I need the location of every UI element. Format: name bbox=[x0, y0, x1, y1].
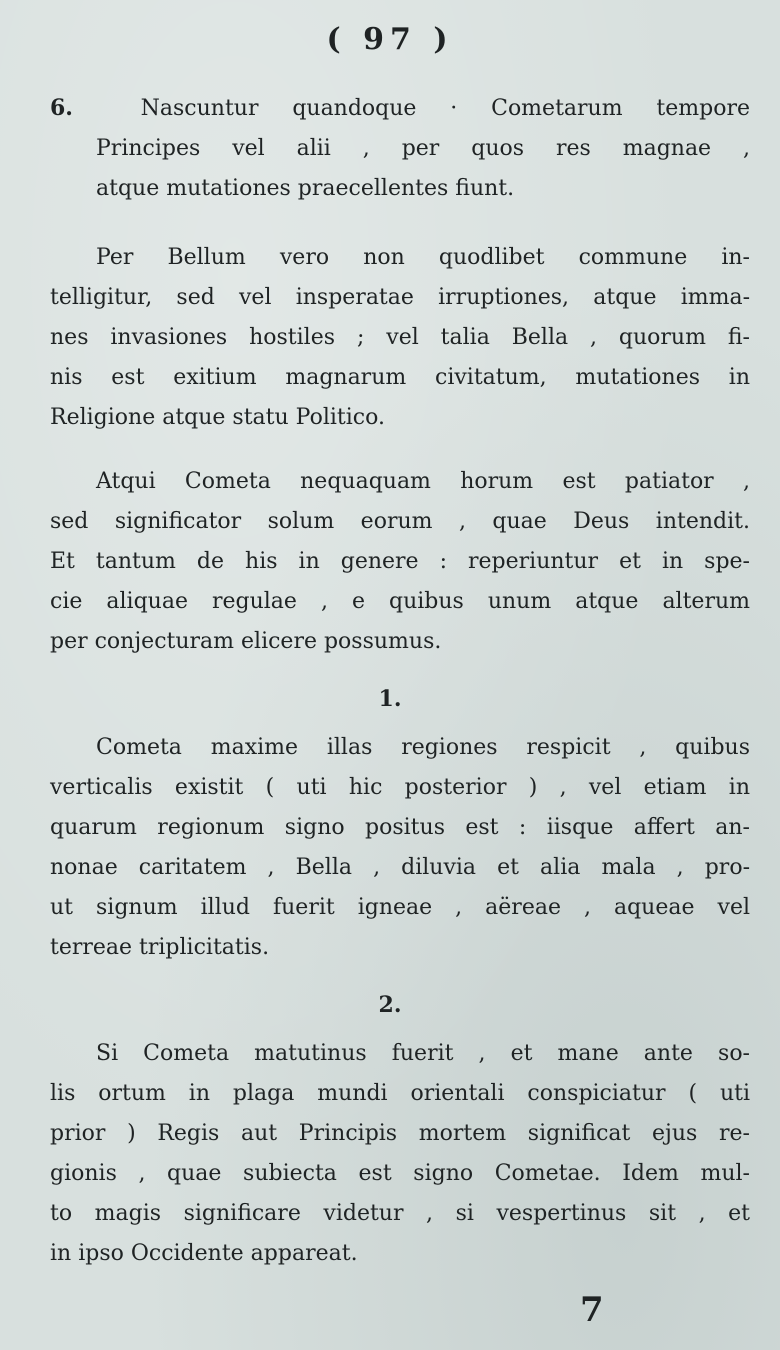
item-6-line-3: atque mutationes praecellentes fiunt. bbox=[96, 176, 515, 201]
section-2-number: 2. bbox=[378, 992, 402, 1018]
paragraph-line: nes invasiones hostiles ; vel talia Bella , quorum fi- bbox=[50, 325, 750, 350]
paragraph-line: lis ortum in plaga mundi orientali conspiciatur ( uti bbox=[50, 1081, 750, 1106]
paragraph-line: gionis , quae subiecta est signo Cometae. Idem mul- bbox=[50, 1161, 750, 1186]
paragraph-line: telligitur, sed vel insperatae irruptiones, atque imma- bbox=[50, 285, 750, 310]
paragraph-line: terreae triplicitatis. bbox=[50, 935, 270, 960]
section-1 bbox=[50, 728, 750, 968]
paragraph-line: Per Bellum vero non quodlibet commune in- bbox=[96, 245, 750, 270]
paragraph-bellum bbox=[50, 238, 750, 438]
paragraph-line: in ipso Occidente appareat. bbox=[50, 1241, 358, 1266]
item-6-line-2: Principes vel alii , per quos res magnae , bbox=[96, 136, 750, 161]
paragraph-line: nonae caritatem , Bella , diluvia et alia mala , pro- bbox=[50, 855, 750, 880]
paragraph-line: sed significator solum eorum , quae Deus intendit. bbox=[50, 509, 750, 534]
signature-mark: 7 bbox=[580, 1290, 604, 1330]
paragraph-cometa bbox=[50, 462, 750, 662]
item-6-line-1: 6. Nascuntur quandoque · Cometarum tempore bbox=[50, 95, 750, 121]
item-6-label: 6. bbox=[50, 95, 73, 121]
section-2 bbox=[50, 1034, 750, 1274]
paragraph-line: prior ) Regis aut Principis mortem significat ejus re- bbox=[50, 1121, 750, 1146]
paragraph-line: Si Cometa matutinus fuerit , et mane ante so- bbox=[96, 1041, 750, 1066]
section-1-number: 1. bbox=[378, 686, 402, 712]
paragraph-line: Atqui Cometa nequaquam horum est patiator , bbox=[96, 469, 750, 494]
paragraph-line: to magis significare videtur , si vespertinus sit , et bbox=[50, 1201, 750, 1226]
paragraph-line: Et tantum de his in genere : reperiuntur et in spe- bbox=[50, 549, 750, 574]
paragraph-line: nis est exitium magnarum civitatum, mutationes in bbox=[50, 365, 750, 390]
paragraph-line: cie aliquae regulae , e quibus unum atque alterum bbox=[50, 589, 750, 614]
page-number: ( 97 ) bbox=[326, 22, 454, 57]
paragraph-line: Religione atque statu Politico. bbox=[50, 405, 385, 430]
paragraph-line: ut signum illud fuerit igneae , aëreae , aqueae vel bbox=[50, 895, 750, 920]
paragraph-line: per conjecturam elicere possumus. bbox=[50, 629, 442, 654]
item-6 bbox=[50, 88, 750, 209]
paragraph-line: quarum regionum signo positus est : iisque affert an- bbox=[50, 815, 750, 840]
paragraph-line: Cometa maxime illas regiones respicit , quibus bbox=[96, 735, 750, 760]
paragraph-line: verticalis existit ( uti hic posterior ) , vel etiam in bbox=[50, 775, 750, 800]
